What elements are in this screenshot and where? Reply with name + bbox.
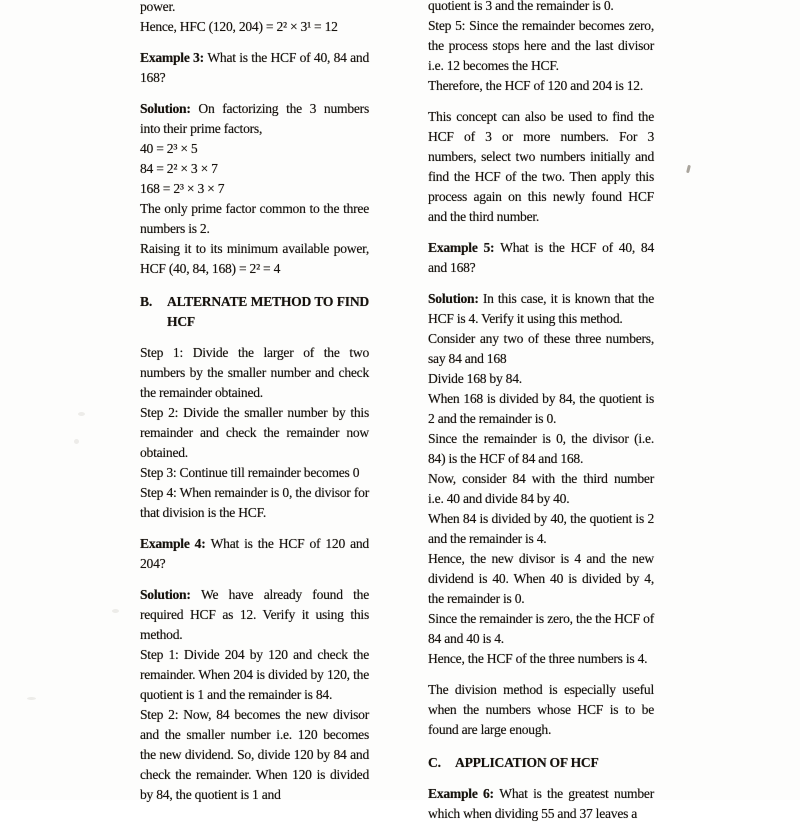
scan-smudge bbox=[78, 412, 85, 416]
paragraph: Therefore, the HCF of 120 and 204 is 12. bbox=[428, 78, 644, 93]
paragraph: The division method is especially useful when the numbers whose HCF is to be found are large enough. bbox=[428, 682, 654, 737]
paragraph-text: What is the HCF of 40, 84 and 168? bbox=[428, 240, 654, 275]
left-column bbox=[140, 0, 369, 805]
paragraph: Since the remainder is 0, the divisor (i.e. 84) is the HCF of 84 and 168. bbox=[428, 431, 654, 466]
paragraph bbox=[428, 784, 654, 824]
bold-lead-label: Solution: bbox=[140, 587, 202, 602]
paragraph: Step 2: Now, 84 becomes the new divisor and the smaller number i.e. 120 becomes the new dividend. So, divide 120 by 84 and check the remainder. When 120 is divided by 84, the quotient is 1 and bbox=[140, 707, 369, 802]
text-line: 84 = 2² × 3 × 7 bbox=[140, 161, 218, 176]
paragraph: Consider any two of these three numbers, say 84 and 168 bbox=[428, 331, 654, 366]
scan-smudge bbox=[74, 439, 79, 444]
paragraph: Raising it to its minimum available power, HCF (40, 84, 168) = 2² = 4 bbox=[140, 241, 369, 276]
bold-lead-label: Example 5: bbox=[428, 240, 501, 255]
paragraph: Step 3: Continue till remainder becomes 0 bbox=[140, 465, 360, 480]
text-line: 40 = 2³ × 5 bbox=[140, 141, 198, 156]
paragraph: When 84 is divided by 40, the quotient is 2 and the remainder is 4. bbox=[428, 511, 654, 546]
paragraph: Step 2: Divide the smaller number by this remainder and check the remainder now obtained. bbox=[140, 405, 369, 460]
paragraph-text: What is the HCF of 120 and 204? bbox=[140, 536, 369, 571]
paragraph: Divide 168 by 84. bbox=[428, 371, 522, 386]
bold-lead-label: Solution: bbox=[140, 101, 199, 116]
paragraph: The only prime factor common to the three numbers is 2. bbox=[140, 201, 369, 236]
section-letter: C. bbox=[428, 755, 441, 770]
paragraph-text: We have already found the required HCF as 12. Verify it using this method. bbox=[140, 587, 370, 642]
paragraph bbox=[140, 99, 369, 139]
paragraph bbox=[428, 289, 654, 329]
bold-lead-label: Example 3: bbox=[140, 50, 208, 65]
section-title: ALTERNATE METHOD TO FIND HCF bbox=[167, 294, 369, 329]
paragraph-text: What is the greatest number which when dividing 55 and 37 leaves a bbox=[428, 786, 654, 821]
scan-smudge bbox=[27, 697, 36, 700]
paragraph bbox=[140, 48, 369, 88]
section-heading bbox=[140, 292, 369, 332]
paragraph bbox=[140, 585, 369, 645]
text-line: Hence, HFC (120, 204) = 2² × 3¹ = 12 bbox=[140, 19, 338, 34]
paragraph: quotient is 3 and the remainder is 0. bbox=[428, 0, 614, 13]
paragraph: Hence, the new divisor is 4 and the new dividend is 40. When 40 is divided by 4, the remainder is 0. bbox=[428, 551, 654, 606]
section-title: APPLICATION OF HCF bbox=[455, 755, 599, 770]
paragraph: Since the remainder is zero, the the HCF of 84 and 40 is 4. bbox=[428, 611, 654, 646]
paragraph: Step 5: Since the remainder becomes zero, the process stops here and the last divisor i.e. 12 becomes the HCF. bbox=[428, 18, 654, 73]
paragraph-text: In this case, it is known that the HCF is 4. Verify it using this method. bbox=[428, 291, 654, 326]
text-line: 168 = 2³ × 3 × 7 bbox=[140, 181, 225, 196]
bold-lead-label: Example 6: bbox=[428, 786, 500, 801]
paragraph-text: On factorizing the 3 numbers into their prime factors, bbox=[140, 101, 370, 136]
bold-lead-label: Example 4: bbox=[140, 536, 211, 551]
paragraph bbox=[428, 238, 654, 278]
right-column bbox=[428, 0, 654, 824]
paragraph: Step 1: Divide 204 by 120 and check the remainder. When 204 is divided by 120, the quotient is 1 and the remainder is 84. bbox=[140, 647, 369, 702]
text-line: power. bbox=[140, 0, 176, 14]
paragraph: Hence, the HCF of the three numbers is 4. bbox=[428, 651, 648, 666]
paragraph: This concept can also be used to find the HCF of 3 or more numbers. For 3 numbers, select two numbers initially and find the HCF of the two. Then apply this process again on this newly found HCF and the third number. bbox=[428, 109, 654, 224]
paragraph: When 168 is divided by 84, the quotient is 2 and the remainder is 0. bbox=[428, 391, 654, 426]
scan-smudge bbox=[112, 609, 119, 613]
scan-speck bbox=[686, 165, 691, 173]
paragraph: Step 1: Divide the larger of the two numbers by the smaller number and check the remainder obtained. bbox=[140, 345, 369, 400]
section-letter: B. bbox=[140, 294, 152, 309]
paragraph: Step 4: When remainder is 0, the divisor for that division is the HCF. bbox=[140, 485, 369, 520]
bold-lead-label: Solution: bbox=[428, 291, 483, 306]
paragraph-text: What is the HCF of 40, 84 and 168? bbox=[140, 50, 369, 85]
paragraph: Now, consider 84 with the third number i.e. 40 and divide 84 by 40. bbox=[428, 471, 654, 506]
section-heading bbox=[428, 753, 654, 773]
paragraph bbox=[140, 534, 369, 574]
